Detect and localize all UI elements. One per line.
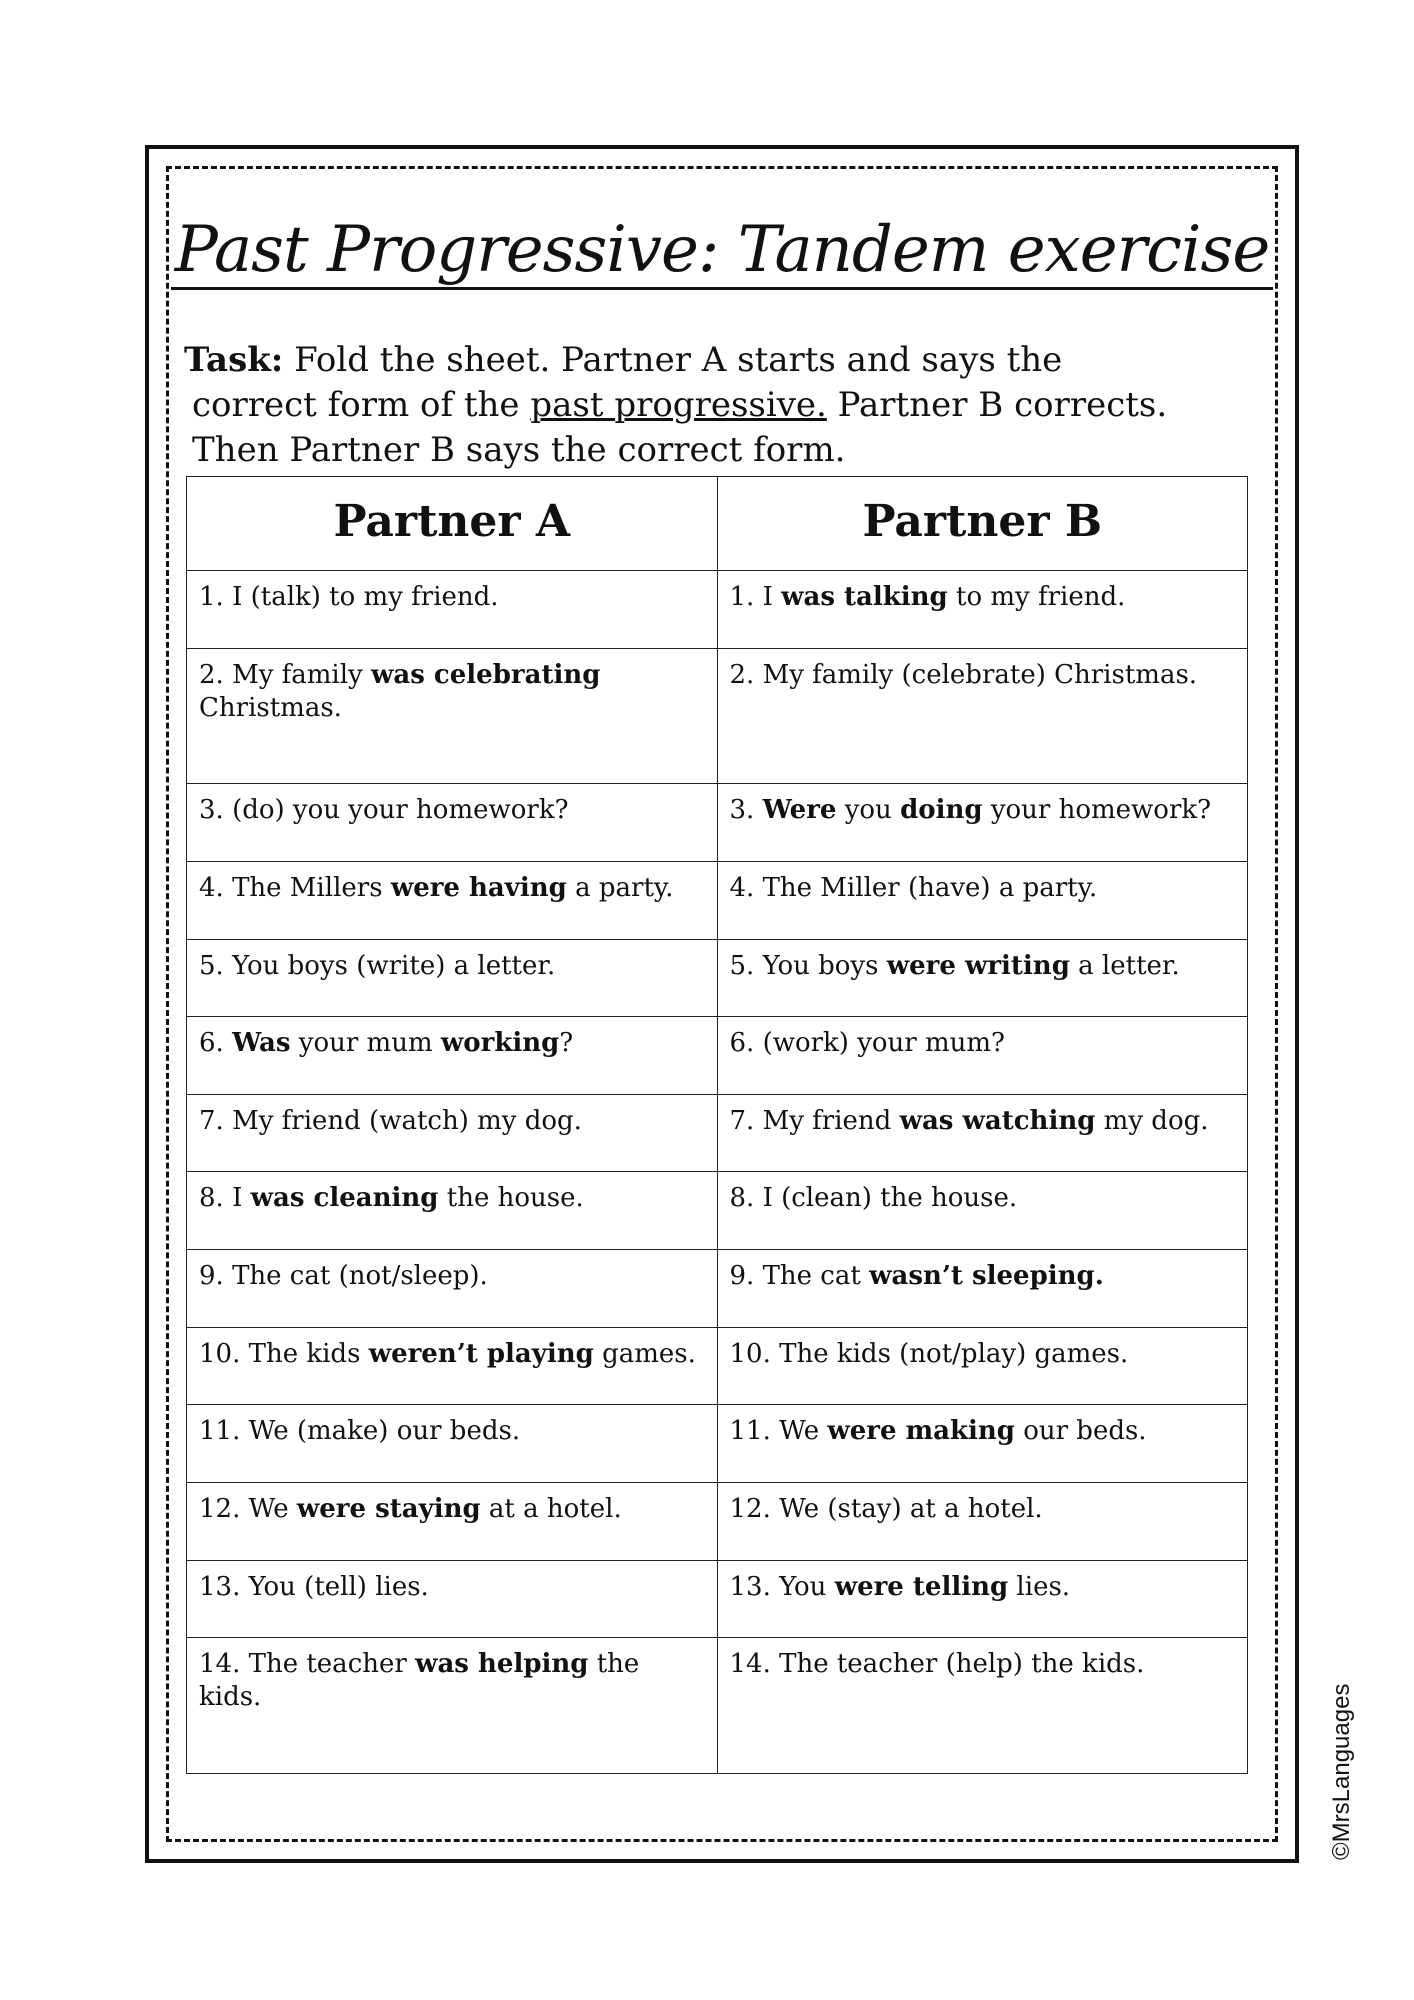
answer-bold-text: doing <box>900 795 983 826</box>
table-row <box>187 939 1248 1017</box>
partner-b-cell <box>717 648 1248 784</box>
answer-bold-text: was talking <box>781 582 948 612</box>
sentence-text: 10. The kids (not/play) games. <box>729 1338 1129 1369</box>
header-partner-b: Partner B <box>717 477 1248 571</box>
sentence-text: 2. My family (celebrate) Christmas. <box>729 659 1198 690</box>
answer-bold-text: were staying <box>296 1493 481 1524</box>
sentence-text: 8. I <box>199 1183 251 1214</box>
partner-b-cell <box>717 1327 1248 1405</box>
partner-a-cell <box>187 862 718 940</box>
task-line-2-pre: correct form of the <box>192 385 531 425</box>
sentence-text: you <box>836 795 901 826</box>
table-row <box>187 862 1248 940</box>
sentence-text: my dog. <box>1095 1105 1209 1136</box>
sentence-text: 5. You boys <box>729 950 887 981</box>
partner-a-cell <box>187 1405 718 1483</box>
answer-bold-text: Were <box>762 795 837 826</box>
answer-bold-text: was watching <box>899 1105 1096 1136</box>
sentence-text: 6. <box>199 1028 233 1059</box>
table-row <box>187 1482 1248 1560</box>
partner-b-cell <box>717 1172 1248 1250</box>
sentence-text: 6. (work) your mum? <box>729 1028 1005 1059</box>
partner-b-cell <box>717 1017 1248 1095</box>
table-row <box>187 1094 1248 1172</box>
table-row <box>187 1560 1248 1638</box>
table-row <box>187 1327 1248 1405</box>
sentence-text: 3. <box>729 795 763 826</box>
sentence-text: the house. <box>438 1183 584 1214</box>
table-row <box>187 1017 1248 1095</box>
sentence-text: 8. I (clean) the house. <box>729 1183 1018 1214</box>
partner-a-cell <box>187 1638 718 1774</box>
sentence-text: lies. <box>1008 1571 1071 1602</box>
partner-b-cell <box>717 1560 1248 1638</box>
sentence-text: 7. My friend (watch) my dog. <box>199 1105 582 1136</box>
table-row <box>187 1250 1248 1328</box>
partner-a-cell <box>187 1017 718 1095</box>
worksheet-title <box>166 210 1278 290</box>
task-line-2 <box>184 383 1264 428</box>
sentence-text: Christmas. <box>199 692 342 723</box>
task-line-2-underlined: past progressive. <box>530 385 827 425</box>
sentence-text: 14. The teacher (help) the kids. <box>729 1649 1145 1680</box>
sentence-text: 13. You <box>729 1571 835 1602</box>
answer-bold-text: was cleaning <box>250 1183 439 1214</box>
partner-a-cell <box>187 571 718 649</box>
sentence-text: 9. The cat (not/sleep). <box>199 1261 488 1292</box>
header-partner-a: Partner A <box>187 477 718 571</box>
table-row <box>187 784 1248 862</box>
task-line-3: Then Partner B says the correct form. <box>192 430 846 470</box>
sentence-text: a party. <box>566 873 674 904</box>
sentence-text: 2. My family <box>199 659 372 690</box>
answer-bold-text: were having <box>390 873 567 904</box>
table-row <box>187 1172 1248 1250</box>
sentence-text: 11. We (make) our beds. <box>199 1416 521 1447</box>
sentence-text: 5. You boys (write) a letter. <box>199 950 556 981</box>
partner-a-cell <box>187 939 718 1017</box>
partner-a-cell <box>187 1172 718 1250</box>
sentence-text: 10. The kids <box>199 1338 369 1369</box>
partner-a-cell <box>187 1094 718 1172</box>
partner-b-cell <box>717 1250 1248 1328</box>
sentence-text: 4. The Millers <box>199 873 391 904</box>
table-row <box>187 1638 1248 1774</box>
table-row <box>187 571 1248 649</box>
partner-a-cell <box>187 784 718 862</box>
answer-bold-text: was helping <box>415 1649 589 1680</box>
sentence-text: our beds. <box>1014 1416 1147 1447</box>
copyright-text: ©MrsLanguages <box>1328 1683 1355 1860</box>
sentence-text: 9. The cat <box>729 1261 870 1292</box>
sentence-text: to my friend. <box>947 582 1126 612</box>
sentence-text: a letter. <box>1069 950 1180 981</box>
sentence-text: 14. The teacher <box>199 1649 416 1680</box>
sentence-text: your mum <box>290 1028 441 1059</box>
sentence-text: 13. You (tell) lies. <box>199 1571 429 1602</box>
task-line-1 <box>184 338 1264 383</box>
answer-bold-text: working <box>440 1028 560 1059</box>
table-header-row <box>187 477 1248 571</box>
task-line-2-post: Partner B corrects. <box>826 385 1168 425</box>
partner-b-cell <box>717 939 1248 1017</box>
sentence-text: your homework? <box>982 795 1212 826</box>
sentence-text: at a hotel. <box>480 1493 622 1524</box>
sentence-text: 7. My friend <box>729 1105 900 1136</box>
partner-a-cell <box>187 1482 718 1560</box>
sentence-text: 3. (do) you your homework? <box>199 795 569 826</box>
partner-b-cell <box>717 1482 1248 1560</box>
table-body <box>187 571 1248 1774</box>
partner-a-cell <box>187 1327 718 1405</box>
answer-bold-text: was celebrating <box>371 659 601 690</box>
partner-b-cell <box>717 571 1248 649</box>
partner-a-cell <box>187 1250 718 1328</box>
task-instructions <box>184 338 1264 473</box>
sentence-text: 12. We (stay) at a hotel. <box>729 1493 1043 1524</box>
worksheet-title-text: Past Progressive: Tandem exercise <box>171 213 1273 290</box>
answer-bold-text: weren’t playing <box>368 1338 594 1369</box>
task-label: Task: <box>184 340 284 380</box>
partner-a-cell <box>187 648 718 784</box>
table-row <box>187 648 1248 784</box>
partner-b-cell <box>717 1094 1248 1172</box>
sentence-text: the kids. <box>199 1649 640 1713</box>
sentence-text: 1. I (talk) to my friend. <box>199 582 499 612</box>
sentence-text: 12. We <box>199 1493 297 1524</box>
task-line-1-text: Fold the sheet. Partner A starts and says the <box>294 340 1063 380</box>
answer-bold-text: were writing <box>886 950 1070 981</box>
partner-b-cell <box>717 862 1248 940</box>
sentence-text: ? <box>559 1028 574 1059</box>
sentence-text: games. <box>593 1338 696 1369</box>
partner-a-cell <box>187 1560 718 1638</box>
sentence-text: 1. I <box>729 582 782 612</box>
answer-bold-text: Was <box>232 1028 291 1059</box>
answer-bold-text: were making <box>827 1416 1015 1447</box>
exercise-table <box>186 476 1248 1774</box>
table-row <box>187 1405 1248 1483</box>
sentence-text: 4. The Miller (have) a party. <box>729 873 1098 904</box>
sentence-text: 11. We <box>729 1416 828 1447</box>
partner-b-cell <box>717 784 1248 862</box>
answer-bold-text: wasn’t sleeping. <box>869 1261 1104 1292</box>
partner-b-cell <box>717 1405 1248 1483</box>
partner-b-cell <box>717 1638 1248 1774</box>
answer-bold-text: were telling <box>834 1571 1009 1602</box>
